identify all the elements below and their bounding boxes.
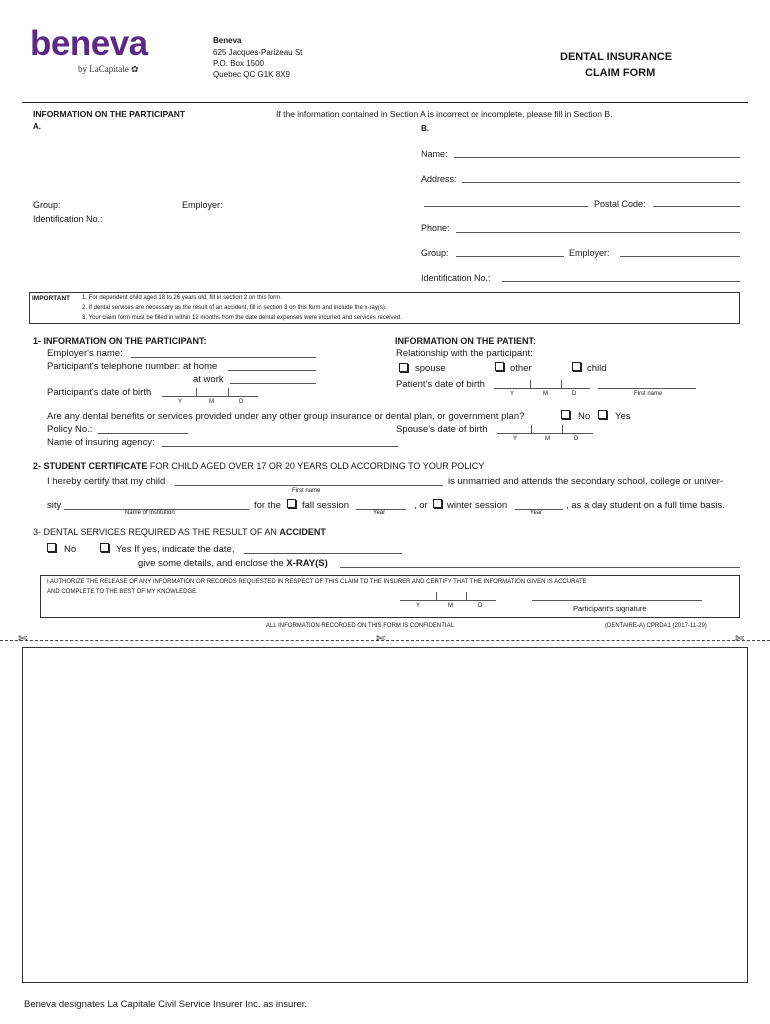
confidential-text: ALL INFORMATION RECORDED ON THIS FORM IS CONFIDENTIAL — [266, 623, 454, 629]
address-field-b[interactable] — [462, 182, 740, 183]
spouse-dob-y: Y — [513, 436, 518, 442]
employer-name-field[interactable] — [131, 357, 316, 358]
unmarried-text: is unmarried and attends the secondary school, college or univer- — [448, 476, 724, 487]
winter-session-checkbox[interactable] — [433, 499, 442, 508]
scissors-icon-center: ✄ — [376, 633, 386, 645]
auth-date-divider-1 — [436, 592, 437, 600]
other-plan-no-checkbox[interactable] — [561, 410, 570, 419]
patient-dob-d: D — [572, 391, 577, 397]
phone-label-b: Phone: — [421, 223, 450, 233]
or-text: , or — [414, 500, 428, 511]
policy-no-field[interactable] — [98, 433, 188, 434]
logo-wordmark: beneva — [30, 24, 148, 63]
other-checkbox[interactable] — [495, 362, 504, 371]
name-label-b: Name: — [421, 149, 448, 159]
accident-details-label: give some details, and enclose the — [138, 558, 287, 569]
signature-field[interactable] — [532, 600, 702, 601]
important-label: IMPORTANT — [32, 295, 71, 302]
patient-dob-m: M — [543, 391, 548, 397]
auth-date-y: Y — [416, 603, 421, 609]
id-no-label-b: Identification No.: — [421, 273, 491, 283]
id-no-field-b[interactable] — [502, 281, 740, 282]
section3-heading-bold: ACCIDENT — [279, 527, 326, 537]
child-first-name-field[interactable] — [175, 485, 443, 486]
employer-label-b: Employer: — [569, 248, 610, 258]
patient-first-name-field[interactable] — [598, 388, 696, 389]
section-a-label: A. — [33, 122, 41, 131]
child-checkbox[interactable] — [572, 362, 581, 371]
address-line2-field-b[interactable] — [424, 206, 588, 207]
logo-tagline — [78, 64, 139, 75]
signature-caption: Participant's signature — [573, 604, 647, 613]
dob-m: M — [209, 399, 214, 405]
auth-date-m: M — [448, 603, 453, 609]
fall-session-label: fall session — [302, 500, 349, 511]
child-first-name-caption: First name — [292, 488, 321, 494]
other-plan-yes-label: Yes — [615, 411, 631, 422]
winter-session-label: winter session — [447, 500, 508, 511]
section3-heading-rest: 3- DENTAL SERVICES REQUIRED AS THE RESULT OF AN — [33, 527, 280, 537]
id-no-label-a: Identification No.: — [33, 214, 103, 224]
auth-date-divider-2 — [466, 592, 467, 600]
section-b-label: B. — [421, 124, 429, 133]
group-label-a: Group: — [33, 200, 61, 210]
accident-yes-checkbox[interactable] — [100, 543, 109, 552]
important-item-3: 3. Your claim form must be filled in within 12 months from the date dental expenses were incurred and services received. — [82, 315, 402, 321]
accident-details-field[interactable] — [340, 567, 740, 568]
authorization-line2: AND COMPLETE TO THE BEST OF MY KNOWLEDGE. — [47, 589, 198, 595]
accident-details-text — [138, 558, 328, 569]
spouse-checkbox[interactable] — [399, 363, 408, 372]
address-label-b: Address: — [421, 174, 457, 184]
accident-date-field[interactable] — [244, 553, 402, 554]
important-item-1: 1. For dependent child aged 18 to 26 years old, fill in section 2 on this form. — [82, 295, 282, 301]
spouse-label: spouse — [415, 363, 446, 374]
patient-dob-divider-2 — [561, 380, 562, 388]
employer-label-a: Employer: — [182, 200, 223, 210]
authorization-line1: I AUTHORIZE THE RELEASE OF ANY INFORMATION OR RECORDS REQUESTED IN RESPECT OF THIS CLAIM TO THE INSURER AND CERTIFY THAT THE INFORMATION GIVEN IS ACCURATE — [47, 579, 587, 585]
fall-session-checkbox[interactable] — [287, 499, 296, 508]
footer-note: Beneva designates La Capitale Civil Service Insurer Inc. as insurer. — [24, 999, 308, 1010]
section2-heading-bold: 2- STUDENT CERTIFICATE — [33, 461, 148, 471]
for-the-text: for the — [254, 500, 281, 511]
xrays-label: X-RAY(S) — [286, 558, 328, 569]
other-plan-no-label: No — [578, 411, 591, 422]
accident-no-label: No — [64, 544, 77, 555]
patient-dob-y: Y — [510, 391, 515, 397]
group-field-b[interactable] — [456, 256, 564, 257]
attachment-area — [22, 647, 748, 983]
patient-dob-field[interactable] — [494, 388, 590, 389]
spouse-dob-m: M — [545, 436, 550, 442]
insurer-name: Beneva — [213, 36, 242, 45]
group-label-b: Group: — [421, 248, 449, 258]
relationship-label: Relationship with the participant: — [396, 348, 533, 359]
patient-heading: INFORMATION ON THE PATIENT: — [395, 336, 536, 346]
employer-name-label: Employer's name: — [47, 348, 123, 359]
section2-heading — [33, 461, 484, 471]
spouse-dob-field[interactable] — [497, 433, 593, 434]
authorization-date-field[interactable] — [400, 600, 496, 601]
insuring-agency-label: Name of insuring agency: — [47, 437, 155, 448]
phone-home-field[interactable] — [228, 370, 316, 371]
participant-dob-label: Participant's date of birth — [47, 387, 152, 398]
dob-divider-2 — [228, 388, 229, 396]
participant-heading: INFORMATION ON THE PARTICIPANT — [33, 109, 186, 119]
logo-seal-icon: ✿ — [130, 64, 139, 74]
other-plan-yes-checkbox[interactable] — [598, 410, 607, 419]
institution-caption: Name of institution — [125, 510, 175, 516]
insurer-address-1: 625 Jacques-Parizeau St — [213, 48, 303, 57]
scissors-icon-right: ✄ — [735, 633, 745, 645]
insurer-address-2: P.O. Box 1500 — [213, 59, 264, 68]
insuring-agency-field[interactable] — [162, 446, 398, 447]
dob-d: D — [239, 399, 244, 405]
section2-heading-rest: FOR CHILD AGED OVER 17 OR 20 YEARS OLD ACCORDING TO YOUR POLICY — [147, 461, 485, 471]
spouse-dob-divider-1 — [531, 425, 532, 433]
section1-heading: 1- INFORMATION ON THE PARTICIPANT: — [33, 336, 207, 346]
policy-no-label: Policy No.: — [47, 424, 93, 435]
name-field-b[interactable] — [454, 157, 740, 158]
scissors-icon-left: ✄ — [18, 633, 28, 645]
winter-year-caption: Year — [530, 510, 543, 516]
dob-divider-1 — [196, 388, 197, 396]
phone-work-field[interactable] — [230, 383, 316, 384]
important-item-2: 2. If dental services are necessary as the result of an accident, fill in section 3 on this form and include the x-ray(s). — [82, 305, 387, 311]
patient-first-name-caption: First name — [634, 391, 663, 397]
auth-date-d: D — [478, 603, 483, 609]
employer-field-b[interactable] — [620, 256, 740, 257]
fulltime-text: , as a day student on a full time basis. — [566, 500, 725, 511]
child-label: child — [587, 363, 607, 374]
patient-dob-divider-1 — [530, 380, 531, 388]
postal-label-b: Postal Code: — [594, 199, 646, 209]
section-b-note: If the information contained in Section A is incorrect or incomplete, please fill in Section B. — [276, 109, 613, 119]
patient-dob-label: Patient's date of birth — [396, 379, 485, 390]
accident-yes-label: Yes If yes, indicate the date, — [116, 544, 235, 555]
logo-tagline-text: by LaCapitale — [78, 64, 129, 74]
form-title-line1: DENTAL INSURANCE — [560, 51, 673, 63]
form-code: (DENTAIRE-A) CPRDA1 (2017-11-29) — [605, 623, 707, 629]
form-title-line2: CLAIM FORM — [585, 67, 656, 79]
section3-heading — [33, 527, 326, 537]
beneva-logo — [30, 24, 160, 80]
insurer-address-3: Quebec QC G1K 8X9 — [213, 70, 290, 79]
phone-home-label: Participant's telephone number: at home — [47, 361, 218, 372]
accident-no-checkbox[interactable] — [47, 543, 56, 552]
other-label: other — [510, 363, 532, 374]
dob-y: Y — [178, 399, 183, 405]
sity-text: sity — [47, 500, 62, 511]
spouse-dob-label: Spouse's date of birth — [396, 424, 488, 435]
other-plan-question: Are any dental benefits or services provided under any other group insurance or dental plan, or government plan? — [47, 411, 525, 422]
certify-label: I hereby certify that my child — [47, 476, 166, 487]
phone-work-label: at work — [193, 374, 224, 385]
participant-dob-field[interactable] — [162, 396, 258, 397]
fall-year-caption: Year — [373, 510, 386, 516]
postal-field-b[interactable] — [653, 206, 740, 207]
phone-field-b[interactable] — [456, 232, 740, 233]
top-rule — [22, 102, 748, 103]
spouse-dob-d: D — [574, 436, 579, 442]
spouse-dob-divider-2 — [562, 425, 563, 433]
